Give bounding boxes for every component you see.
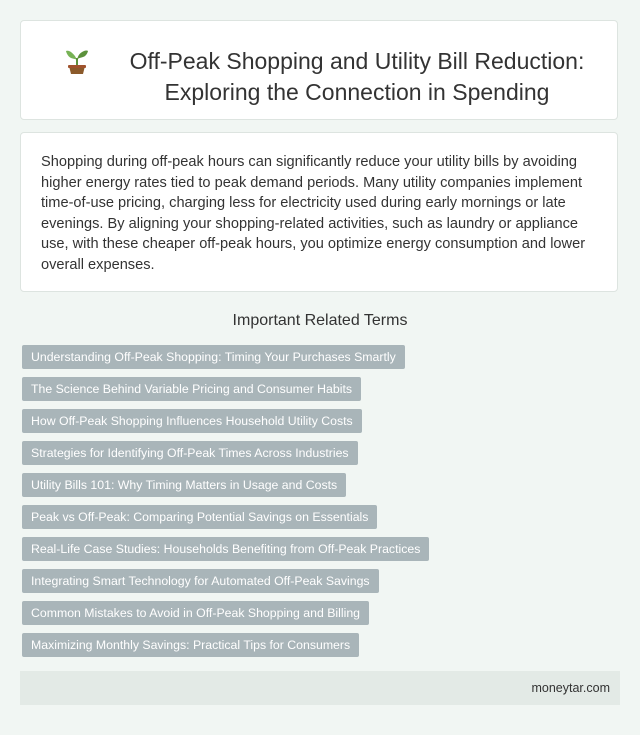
intro-paragraph: Shopping during off-peak hours can significantly reduce your utility bills by avoiding higher energy rates tied to peak demand periods. Many utility companies implement time-of-use pricing, charging less for electricity used during early mornings or late evenings. By aligning your shopping-related activities, such as laundry or appliance use, with these cheaper off-peak hours, you optimize energy consumption and lower overall expenses. bbox=[41, 154, 586, 273]
site-link[interactable]: moneytar.com bbox=[531, 681, 610, 695]
related-term-tag[interactable]: Maximizing Monthly Savings: Practical Tips for Consumers bbox=[22, 633, 359, 657]
seedling-icon bbox=[65, 47, 89, 75]
intro-card bbox=[20, 132, 618, 292]
related-term-tag[interactable]: The Science Behind Variable Pricing and Consumer Habits bbox=[22, 377, 361, 401]
related-terms-heading: Important Related Terms bbox=[232, 312, 408, 329]
related-term-tag[interactable]: How Off-Peak Shopping Influences Household Utility Costs bbox=[22, 409, 362, 433]
related-term-tag[interactable]: Utility Bills 101: Why Timing Matters in Usage and Costs bbox=[22, 473, 346, 497]
related-term-tag[interactable]: Peak vs Off-Peak: Comparing Potential Savings on Essentials bbox=[22, 505, 377, 529]
related-term-tag[interactable]: Real-Life Case Studies: Households Benefiting from Off-Peak Practices bbox=[22, 537, 429, 561]
page-title: Off-Peak Shopping and Utility Bill Reduction: Exploring the Connection in Spending bbox=[129, 48, 585, 105]
related-term-tag[interactable]: Common Mistakes to Avoid in Off-Peak Shopping and Billing bbox=[22, 601, 369, 625]
related-terms-list bbox=[22, 345, 622, 665]
related-term-tag[interactable]: Strategies for Identifying Off-Peak Times Across Industries bbox=[22, 441, 358, 465]
title-card bbox=[20, 20, 618, 120]
related-term-tag[interactable]: Understanding Off-Peak Shopping: Timing Your Purchases Smartly bbox=[22, 345, 405, 369]
footer bbox=[20, 671, 620, 705]
related-term-tag[interactable]: Integrating Smart Technology for Automated Off-Peak Savings bbox=[22, 569, 379, 593]
